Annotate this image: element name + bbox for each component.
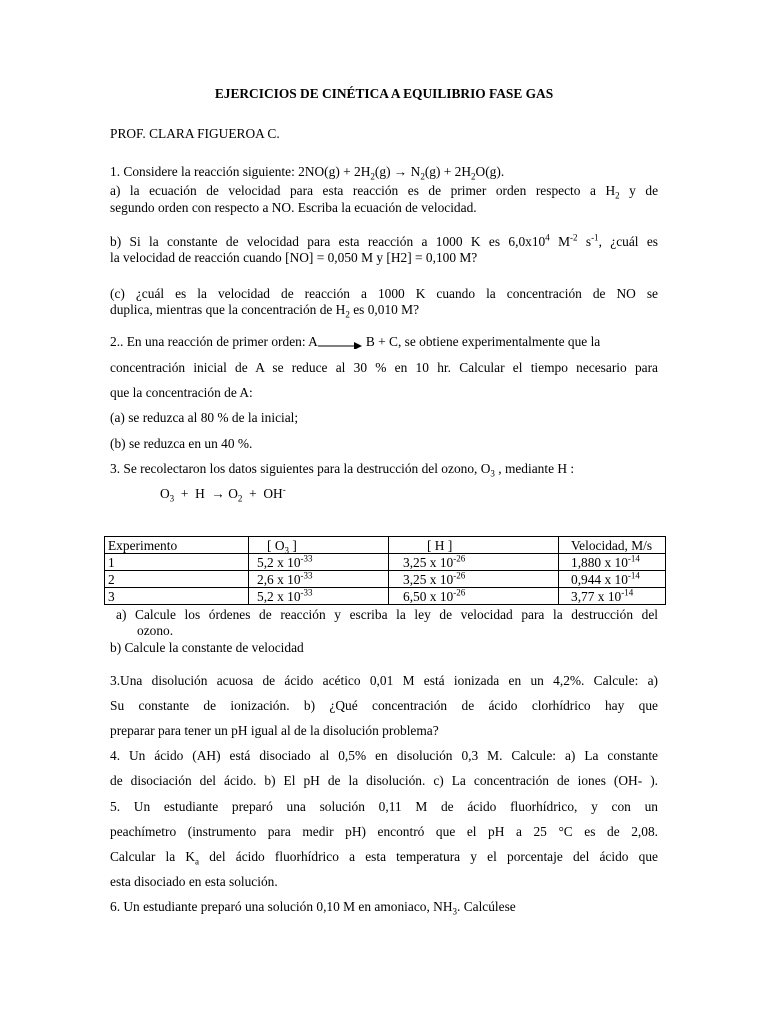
q3-item-a-line1: a) Calcule los órdenes de reacción y escriba la ley de velocidad para la destrucción del xyxy=(116,607,658,622)
table-cell: 3,77 x $10^{-14}$ xyxy=(559,588,666,605)
q1b-line2: la velocidad de reacción cuando [NO] = 0,050 M y [H2] = 0,100 M? xyxy=(110,250,478,265)
q2-line2: concentración inicial de A se reduce al 30 % en 10 hr. Calcular el tiempo necesario para xyxy=(110,360,658,375)
q1b-line1: b) Si la constante de velocidad para esta reacción a 1000 K es $6,0x10^4$ $M^{-2}$ $s^{-1}$, ¿cuál es xyxy=(110,232,658,249)
q5-line4: esta disociado en esta solución. xyxy=(110,874,278,889)
table-row xyxy=(105,588,666,605)
table-cell: 2 xyxy=(105,571,249,588)
q1c-line1: (c) ¿cuál es la velocidad de reacción a 1000 K cuando la concentración de NO se xyxy=(110,286,658,301)
reaction-arrow-icon xyxy=(318,337,362,349)
document-title: EJERCICIOS DE CINÉTICA A EQUILIBRIO FASE GAS xyxy=(214,86,554,101)
table-cell: 3 xyxy=(105,588,249,605)
table-cell: 1,880 x $10^{-14}$ xyxy=(559,554,666,571)
table-cell: 1 xyxy=(105,554,249,571)
q3-item-a-line2: ozono. xyxy=(137,623,174,638)
table-cell: 0,944 x $10^{-14}$ xyxy=(559,571,666,588)
table-header-cell: Experimento xyxy=(105,537,249,554)
table-cell: 3,25 x $10^{-26}$ xyxy=(389,571,559,588)
author-line: PROF. CLARA FIGUEROA C. xyxy=(110,126,280,141)
table-header-cell: Velocidad, M/s xyxy=(559,537,666,554)
q1c-line2: duplica, mientras que la concentración de $H_2$ es 0,010 M? xyxy=(110,302,420,320)
table-cell: 5,2 x $10^{-33}$ xyxy=(249,588,389,605)
q4-line1: 4. Un ácido (AH) está disociado al 0,5% en disolución 0,3 M. Calcule: a) La constante xyxy=(110,748,658,763)
q3b-line3: preparar para tener un pH igual al de la disolución problema? xyxy=(110,723,439,738)
q1a-line1: a) la ecuación de velocidad para esta reacción es de primer orden respecto a $H_2$ y de xyxy=(110,183,659,201)
q2-line3: que la concentración de A: xyxy=(110,385,253,400)
q1a-line2: segundo orden con respecto a NO. Escriba la ecuación de velocidad. xyxy=(110,200,477,215)
q3-equation: $O_3 + H \to O_2 + OH^-$ xyxy=(160,484,286,504)
q3b-line2: Su constante de ionización. b) ¿Qué concentración de ácido clorhídrico hay que xyxy=(110,698,658,713)
reaction-arrow-icon: → xyxy=(393,164,408,179)
q4-line2: de disociación del ácido. b) El pH de la disolución. c) La concentración de iones (OH- ). xyxy=(110,773,658,788)
q5-line2: peachímetro (instrumento para medir pH) encontró que el pH a 25 °C es de 2,08. xyxy=(110,824,658,839)
table-row xyxy=(105,554,666,571)
q5-line1: 5. Un estudiante preparó una solución 0,11 M de ácido fluorhídrico, y con un xyxy=(110,799,658,814)
q2-line1: 2.. En una reacción de primer orden: A B + C, se obtiene experimentalmente que la xyxy=(110,334,601,349)
table-header-cell: [ H ] xyxy=(389,537,559,554)
table-header-row xyxy=(105,537,666,554)
q1-statement: 1. Considere la reacción siguiente: $2NO(g) + 2H_2(g) \to N_2(g) + 2H_2O(g)$. xyxy=(110,164,505,182)
q6-line1: 6. Un estudiante preparó una solución 0,10 M en amoniaco, $NH_3$. Calcúlese xyxy=(110,899,516,917)
reaction-arrow-icon: → xyxy=(211,486,225,501)
table-header-cell: [ $O_3$ ] xyxy=(249,537,389,554)
q3-line1: 3. Se recolectaron los datos siguientes para la destrucción del ozono, $O_3$ , mediante H : xyxy=(110,461,575,479)
table-cell: 2,6 x $10^{-33}$ xyxy=(249,571,389,588)
table-row xyxy=(105,571,666,588)
q2-item-a: (a) se reduzca al 80 % de la inicial; xyxy=(110,410,299,425)
ozone-data-table xyxy=(104,536,666,605)
table-cell: 6,50 x $10^{-26}$ xyxy=(389,588,559,605)
q2-item-b: (b) se reduzca en un 40 %. xyxy=(110,436,253,451)
q3-item-b: b) Calcule la constante de velocidad xyxy=(110,640,304,655)
table-cell: 5,2 x $10^{-33}$ xyxy=(249,554,389,571)
q5-line3: Calcular la $K_a$ del ácido fluorhídrico a esta temperatura y el porcentaje del ácido que xyxy=(110,849,658,867)
q3b-line1: 3.Una disolución acuosa de ácido acético 0,01 M está ionizada en un 4,2%. Calcule: a) xyxy=(110,673,658,688)
table-cell: 3,25 x $10^{-26}$ xyxy=(389,554,559,571)
